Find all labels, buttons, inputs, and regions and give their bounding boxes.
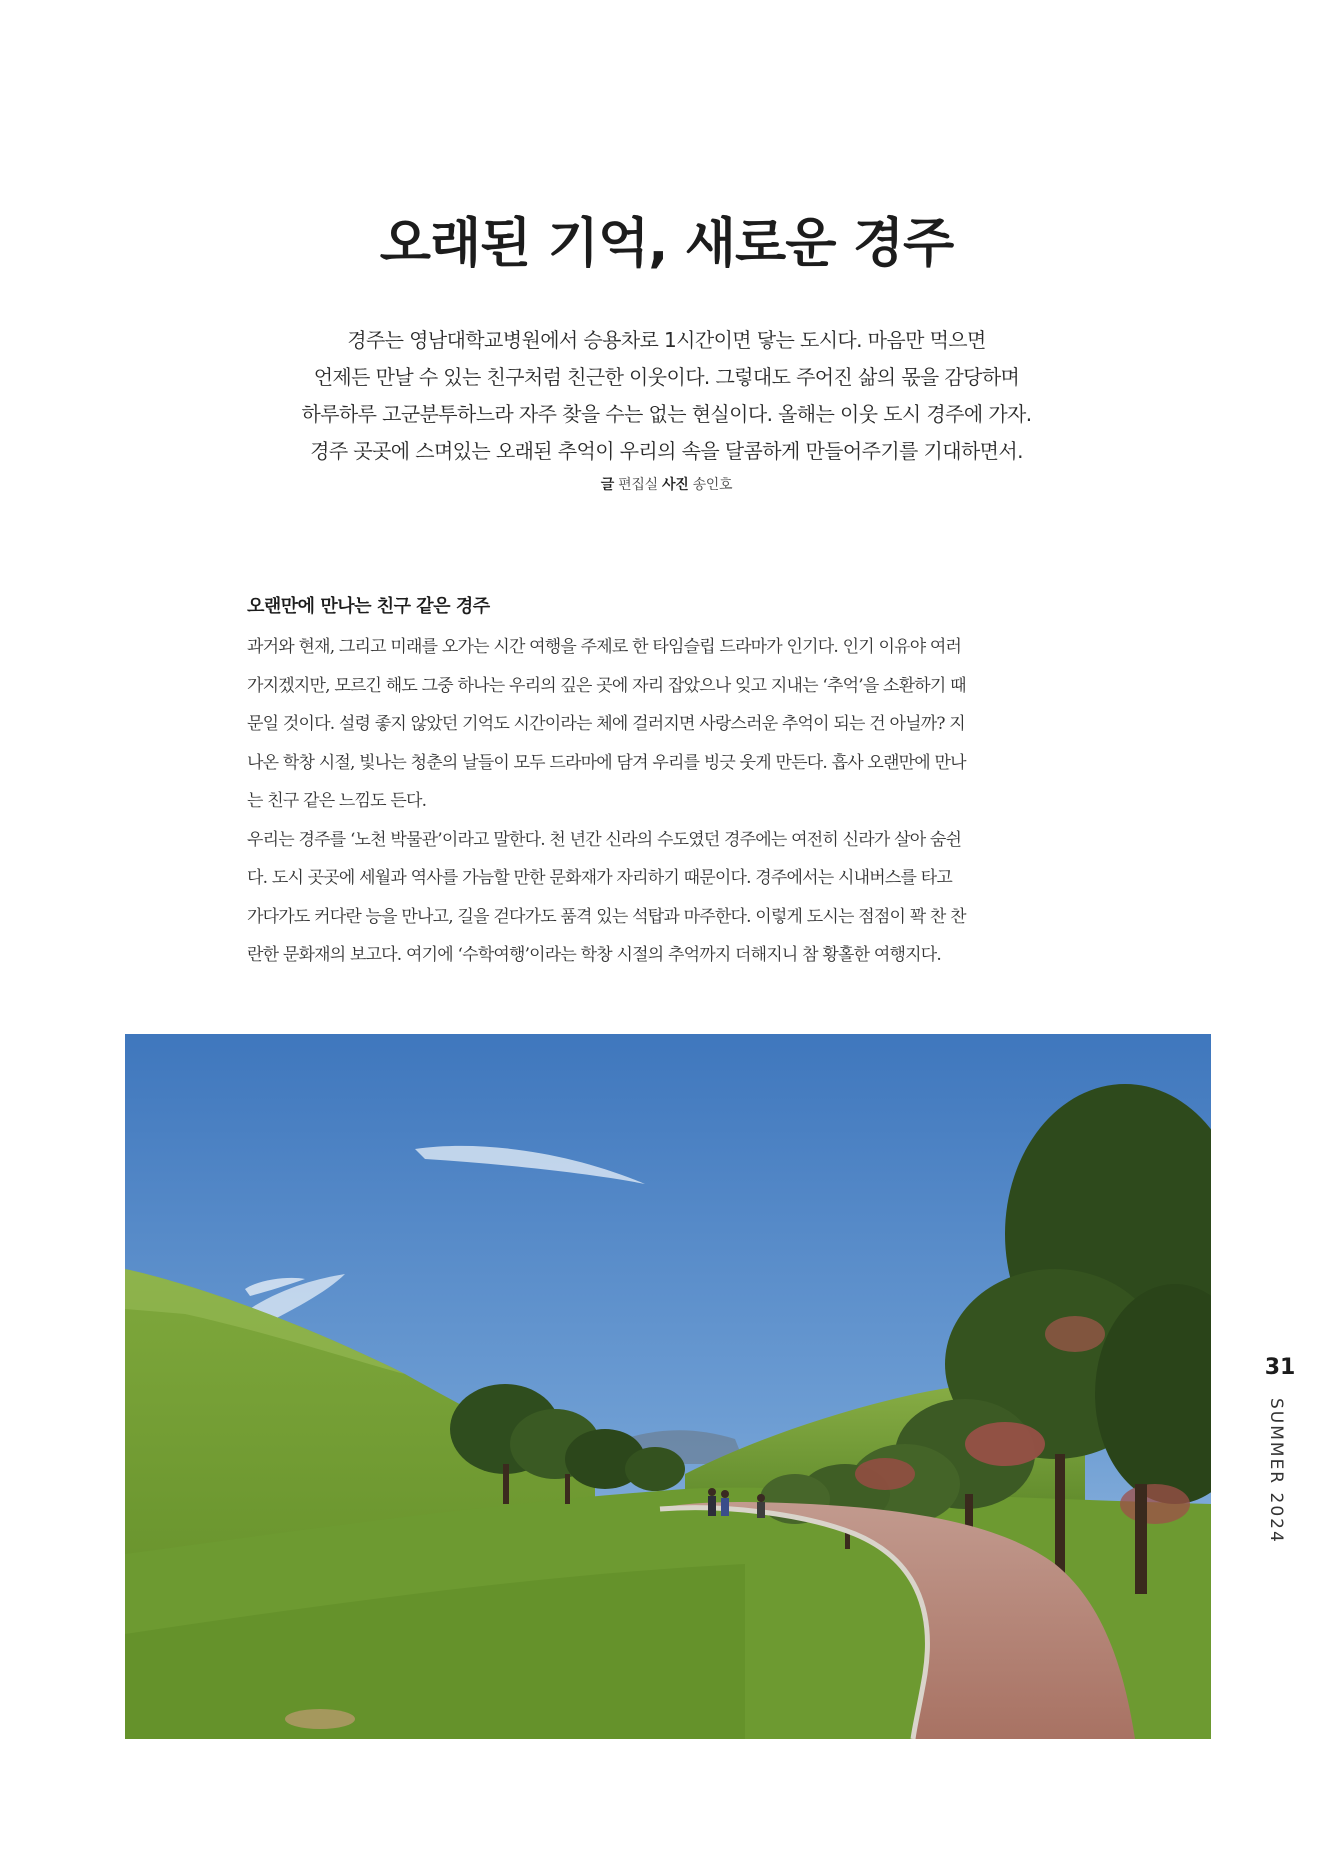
paragraph-line: 가다가도 커다란 능을 만나고, 길을 걷다가도 품격 있는 석탑과 마주한다. 이렇게 도시는 점점이 꽉 찬 찬 — [247, 906, 966, 927]
paragraph-line: 가지겠지만, 모르긴 해도 그중 하나는 우리의 깊은 곳에 자리 잡았으나 잊고 지내는 ‘추억’을 소환하기 때 — [247, 675, 966, 696]
page-title: 오래된 기억, 새로운 경주 — [379, 213, 954, 274]
lead-line: 언제든 만날 수 있는 친구처럼 친근한 이웃이다. 그렇대도 주어진 삶의 몫을 감당하며 — [313, 365, 1020, 389]
lead-line: 경주 곳곳에 스며있는 오래된 추억이 우리의 속을 달콤하게 만들어주기를 기대하면서. — [310, 439, 1023, 463]
paragraph-line: 우리는 경주를 ‘노천 박물관’이라고 말한다. 천 년간 신라의 수도였던 경주에는 여전히 신라가 살아 숨쉰 — [247, 829, 962, 850]
paragraph-line: 나온 학창 시절, 빛나는 청춘의 날들이 모두 드라마에 담겨 우리를 빙긋 웃게 만든다. 흡사 오랜만에 만나 — [247, 752, 966, 773]
lead-line: 하루하루 고군분투하느라 자주 찾을 수는 없는 현실이다. 올해는 이웃 도시 경주에 가자. — [301, 402, 1032, 426]
bare-patch — [285, 1709, 355, 1729]
body-paragraph-2 — [247, 821, 1104, 975]
paragraph-line: 란한 문화재의 보고다. 여기에 ‘수학여행’이라는 학창 시절의 추억까지 더해지니 참 황홀한 여행지다. — [247, 945, 941, 965]
paragraph-line: 문일 것이다. 설령 좋지 않았던 기억도 시간이라는 체에 걸러지면 사랑스러운 추억이 되는 건 아닐까? 지 — [247, 714, 965, 734]
photo-label: 사진 — [661, 477, 689, 493]
issue-label: SUMMER 2024 — [1266, 1398, 1286, 1544]
body-paragraph-1 — [247, 628, 1104, 821]
lead-line: 경주는 영남대학교병원에서 승용차로 1시간이면 닿는 도시다. 마음만 먹으면 — [347, 328, 986, 352]
byline — [0, 474, 1333, 494]
paragraph-line: 과거와 현재, 그리고 미래를 오가는 시간 여행을 주제로 한 타임슬립 드라마가 인기다. 인기 이유야 여러 — [247, 637, 962, 657]
paragraph-line: 다. 도시 곳곳에 세월과 역사를 가늠할 만한 문화재가 자리하기 때문이다. 경주에서는 시내버스를 타고 — [247, 868, 952, 888]
landscape-illustration — [125, 1034, 1211, 1739]
writer-name: 편집실 — [618, 477, 658, 493]
article-body — [247, 592, 1104, 975]
landscape-photo — [125, 1034, 1211, 1739]
section-heading: 오랜만에 만나는 친구 같은 경주 — [247, 596, 490, 617]
photographer-name: 송인호 — [692, 477, 733, 493]
folio — [1255, 1355, 1305, 1380]
paragraph-line: 는 친구 같은 느낌도 든다. — [247, 791, 427, 811]
page-number: 31 — [1264, 1355, 1296, 1380]
writer-label: 글 — [600, 477, 614, 493]
lead-paragraph — [0, 322, 1333, 470]
